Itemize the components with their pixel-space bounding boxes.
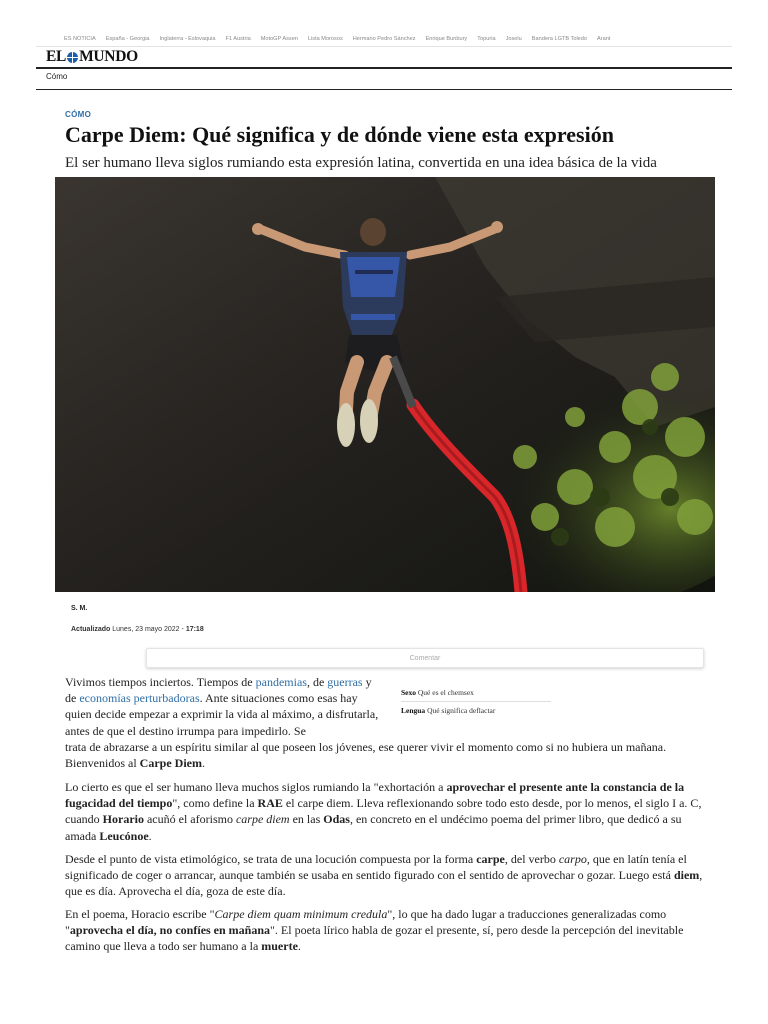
- logo-text-right: MUNDO: [79, 48, 138, 65]
- related-links: [401, 684, 551, 719]
- article-paragraph: [65, 674, 385, 739]
- article-author: S. M.: [71, 605, 88, 612]
- trending-link[interactable]: Hermano Pedro Sánchez: [352, 36, 416, 42]
- link-guerras[interactable]: guerras: [327, 675, 363, 689]
- text: .: [148, 828, 152, 843]
- bold-text: aprovecha el día, no confíes en mañana: [69, 923, 271, 938]
- trending-link[interactable]: Bandera LGTB Toledo: [531, 36, 588, 42]
- text: Desde el punto de vista etimológico, se trata de una locución compuesta por la forma: [65, 852, 477, 866]
- text: acuñó el aforismo: [143, 812, 236, 827]
- topbar-divider: [36, 46, 732, 47]
- related-text: Qué significa deflactar: [427, 706, 496, 715]
- article-updated: [71, 626, 204, 633]
- link-pandemias[interactable]: pandemias: [255, 675, 307, 689]
- bold-text: RAE: [257, 796, 283, 811]
- text: En el poema, Horacio escribe ": [65, 907, 215, 921]
- text: y de: [65, 675, 372, 706]
- text: ", como define la: [172, 796, 258, 811]
- section-nav-link[interactable]: Cómo: [46, 72, 68, 81]
- text: , del verbo: [504, 852, 559, 866]
- trending-link[interactable]: Inglaterra - Eslovaquia: [159, 36, 216, 42]
- article-subtitle: El ser humano lleva siglos rumiando esta expresión latina, convertida en una idea básica de la vida: [65, 155, 657, 171]
- trending-link[interactable]: España - Georgia: [105, 36, 150, 42]
- italic-text: carpo: [558, 852, 587, 866]
- italic-text: Carpe diem quam minimum credula: [214, 907, 388, 921]
- trending-link[interactable]: Arant: [597, 36, 611, 42]
- nav-rule-bottom: [36, 89, 732, 90]
- text: ". El poeta lírico habla de gozar el presente, sí, pero desde la percepción del inevitable camino que lleva a todo ser humano a la: [65, 923, 684, 954]
- text: el carpe diem. Lleva reflexionando sobre todo esto desde, por lo menos, el siglo I a. C, cuando: [65, 796, 702, 827]
- related-tag: Lengua: [401, 706, 426, 715]
- trending-link[interactable]: Joselu: [505, 36, 522, 42]
- updated-label: Actualizado: [71, 626, 111, 633]
- text: ", lo que ha dado lugar a traducciones generalizadas como ": [65, 907, 667, 938]
- globe-icon: [67, 52, 78, 63]
- updated-date: Lunes, 23 mayo 2022 -: [112, 626, 186, 633]
- trending-link[interactable]: Enrique Bunbury: [425, 36, 468, 42]
- trending-link[interactable]: Topuria: [477, 36, 496, 42]
- comment-button[interactable]: Comentar: [146, 648, 704, 668]
- related-tag: Sexo: [401, 688, 416, 697]
- text: , de: [306, 675, 328, 689]
- text: .: [201, 756, 205, 771]
- updated-time: 17:18: [185, 626, 204, 633]
- trending-links-bar: [64, 36, 704, 46]
- text: . Ante situaciones como esas hay quien decide empezar a exprimir la vida al máximo, a disfrutarla, antes de que el destino irrumpa para impedirlo. Se: [65, 691, 379, 738]
- bold-text: Leucónoe: [99, 828, 149, 843]
- text: .: [297, 939, 301, 954]
- logo-text-left: EL: [46, 48, 67, 65]
- article-paragraph: [65, 779, 705, 844]
- nav-rule-top: [36, 67, 732, 69]
- bold-text: muerte: [261, 939, 298, 954]
- article-photo: [55, 177, 715, 592]
- bold-text: carpe: [476, 852, 505, 866]
- text: trata de abrazarse a un espíritu similar al que poseen los jóvenes, ese querer vivir el momento como si no hubiera un mañana. Bienvenidos al: [65, 740, 667, 771]
- related-text: Qué es el chemsex: [417, 688, 474, 697]
- related-link[interactable]: [401, 702, 551, 719]
- text: , en concreto en el undécimo poema del primer libro, que dedicó a su amada: [65, 812, 682, 843]
- text: Vivimos tiempos inciertos. Tiempos de: [65, 675, 256, 689]
- trending-link[interactable]: Lista Morosos: [307, 36, 343, 42]
- trending-link[interactable]: ES NOTICIA: [64, 36, 96, 42]
- article-paragraph: [65, 851, 705, 900]
- related-link[interactable]: [401, 684, 551, 702]
- text: , que es día. Aprovecha el día, goza de este día.: [65, 868, 703, 899]
- text: en las: [289, 812, 324, 827]
- link-economias[interactable]: economías perturbadoras: [79, 691, 200, 706]
- bold-text: Horario: [102, 812, 144, 827]
- text: Lo cierto es que el ser humano lleva muchos siglos rumiando la "exhortación a: [65, 780, 447, 794]
- trending-link[interactable]: MotoGP Assen: [260, 36, 298, 42]
- article-kicker[interactable]: CÓMO: [65, 110, 92, 119]
- bold-text: diem: [673, 868, 700, 883]
- bold-text: Odas: [323, 812, 350, 827]
- bold-text: Carpe Diem: [139, 756, 202, 771]
- site-logo[interactable]: [46, 48, 138, 66]
- article-paragraph: [65, 906, 705, 955]
- text: , que en latín tenía el significado de coger o arrancar, aunque también se usaba en sentido figurado con el sentido de aprovechar o gozar. Luego está: [65, 852, 687, 883]
- italic-text: carpe diem: [235, 812, 290, 827]
- bold-text: aprovechar el presente ante la constancia de la fugacidad del tiempo: [65, 780, 685, 811]
- article-headline: Carpe Diem: Qué significa y de dónde viene esta expresión: [65, 122, 614, 147]
- trending-link[interactable]: F1 Austria: [225, 36, 251, 42]
- article-paragraph: [65, 739, 705, 771]
